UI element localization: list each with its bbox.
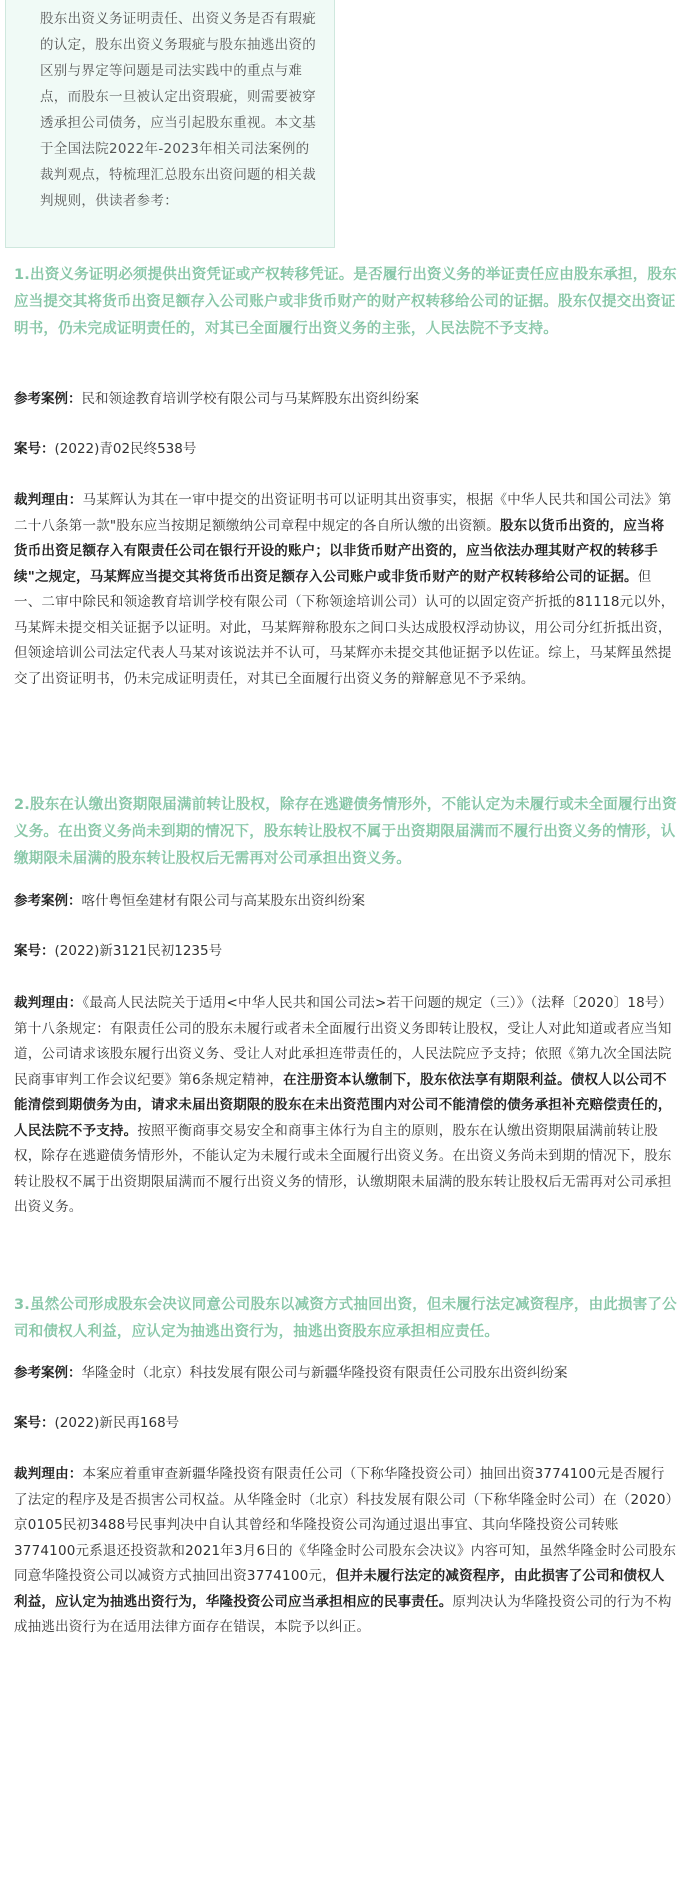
section-3-reference [14,1360,678,1386]
section-3-case-number [14,1410,678,1436]
section-1-case-number [14,436,678,462]
case-number-label: 案号： [14,943,55,959]
reasoning-label: 裁判理由： [14,1466,83,1482]
section-1-reference [14,386,678,412]
reference-label: 参考案例： [14,1365,82,1381]
case-number-label: 案号： [14,1415,55,1431]
intro-box [5,0,335,248]
reasoning-text-continued: 原判决认为华隆投资公司的行为不构成抽逃出资行为在适用法律方面存在错误，本院予以纠正。 [14,1593,672,1635]
section-2-heading: 2.股东在认缴出资期限届满前转让股权，除存在逃避债务情形外，不能认定为未履行或未全面履行出资义务。在出资义务尚未到期的情况下，股东转让股权不属于出资期限届满而不履行出资义务的情形，认缴期限未届满的股东转让股权后无需再对公司承担出资义务。 [14,797,677,867]
case-number: (2022)新3121民初1235号 [54,943,223,959]
reference-case: 喀什粤恒垒建材有限公司与高某股东出资纠纷案 [81,893,365,909]
reasoning-text: 马某辉认为其在一审中提交的出资证明书可以证明其出资事实，根据《中华人民共和国公司法》第二十八条第一款"股东应当按期足额缴纳公司章程中规定的各自所认缴的出资额。 [14,492,672,534]
reference-label: 参考案例： [14,391,82,407]
section-1-reasoning [14,488,678,692]
section-1-heading: 1.出资义务证明必须提供出资凭证或产权转移凭证。是否履行出资义务的举证责任应由股东承担，股东应当提交其将货币出资足额存入公司账户或非货币财产的财产权转移给公司的证据。股东仅提交出资证明书，仍未完成证明责任的，对其已全面履行出资义务的主张，人民法院不予支持。 [14,267,677,337]
reasoning-text: 本案应着重审查新疆华隆投资有限责任公司（下称华隆投资公司）抽回出资3774100元是否履行了法定的程序及是否损害公司权益。从华隆金时（北京）科技发展有限公司（下称华隆金时公司）在（2020）京0105民初3488号民事判决中自认其曾经和华隆投资公司沟通过退出事宜、其向华隆投资公司转账3774100元系退还投资款和2021年3月6日的《华隆金时公司股东会决议》内容可知，虽然华隆金时公司股东同意华隆投资公司以减资方式抽回出资3774100元， [14,1466,677,1584]
section-2-reasoning [14,991,678,1221]
reasoning-label: 裁判理由： [14,492,83,508]
reference-case: 民和领途教育培训学校有限公司与马某辉股东出资纠纷案 [81,391,419,407]
section-2-case-number [14,938,678,964]
case-number-label: 案号： [14,441,55,457]
reasoning-emphasis: 股东以货币出资的，应当将货币出资足额存入有限责任公司在银行开设的账户；以非货币财产出资的，应当依法办理其财产权的转移手续"之规定，马某辉应当提交其将货币出资足额存入公司账户或非货币财产的财产权转移给公司的证据。 [14,517,665,585]
reasoning-emphasis: 但并未履行法定的减资程序，由此损害了公司和债权人利益，应认定为抽逃出资行为，华隆投资公司应当承担相应的民事责任。 [14,1568,665,1610]
reasoning-text-continued: 但一、二审中除民和领途教育培训学校有限公司（下称领途培训公司）认可的以固定资产折抵的81118元以外，马某辉未提交相关证据予以证明。对此，马某辉辩称股东之间口头达成股权浮动协议，用公司分红折抵出资，但领途培训公司法定代表人马某对该说法并不认可，马某辉亦未提交其他证据予以佐证。综上，马某辉虽然提交了出资证明书，仍未完成证明责任，对其已全面履行出资义务的辩解意见不予采纳。 [14,568,675,687]
reasoning-text-continued: 按照平衡商事交易安全和商事主体行为自主的原则，股东在认缴出资期限届满前转让股权，除存在逃避债务情形外，不能认定为未履行或未全面履行出资义务。在出资义务尚未到期的情况下，股东转让股权不属于出资期限届满而不履行出资义务的情形，认缴期限未届满的股东转让股权后无需再对公司承担出资义务。 [14,1122,672,1215]
reference-label: 参考案例： [14,893,82,909]
section-2-reference [14,888,678,914]
section-3-reasoning [14,1462,678,1641]
intro-text: 股东出资义务证明责任、出资义务是否有瑕疵的认定，股东出资义务瑕疵与股东抽逃出资的区别与界定等问题是司法实践中的重点与难点，而股东一旦被认定出资瑕疵，则需要被穿透承担公司债务，应当引起股东重视。本文基于全国法院2022年-2023年相关司法案例的裁判观点，特梳理汇总股东出资问题的相关裁判规则，供读者参考： [40,11,316,209]
reasoning-label: 裁判理由： [14,995,83,1011]
reasoning-text: 《最高人民法院关于适用<中华人民共和国公司法>若干问题的规定（三）》（法释〔2020〕18号）第十八条规定：有限责任公司的股东未履行或者未全面履行出资义务即转让股权，受让人对此知道或者应当知道，公司请求该股东履行出资义务、受让人对此承担连带责任的，人民法院应予支持；依照《第九次全国法院民商事审判工作会议纪要》第6条规定精神， [14,995,673,1088]
case-number: (2022)青02民终538号 [54,441,197,457]
section-3-heading: 3.虽然公司形成股东会决议同意公司股东以减资方式抽回出资，但未履行法定减资程序，由此损害了公司和债权人利益，应认定为抽逃出资行为，抽逃出资股东应承担相应责任。 [14,1297,677,1340]
reference-case: 华隆金时（北京）科技发展有限公司与新疆华隆投资有限责任公司股东出资纠纷案 [81,1365,568,1381]
reasoning-emphasis: 在注册资本认缴制下，股东依法享有期限利益。债权人以公司不能清偿到期债务为由，请求未届出资期限的股东在未出资范围内对公司不能清偿的债务承担补充赔偿责任的，人民法院不予支持。 [14,1071,672,1139]
case-number: (2022)新民再168号 [54,1415,180,1431]
